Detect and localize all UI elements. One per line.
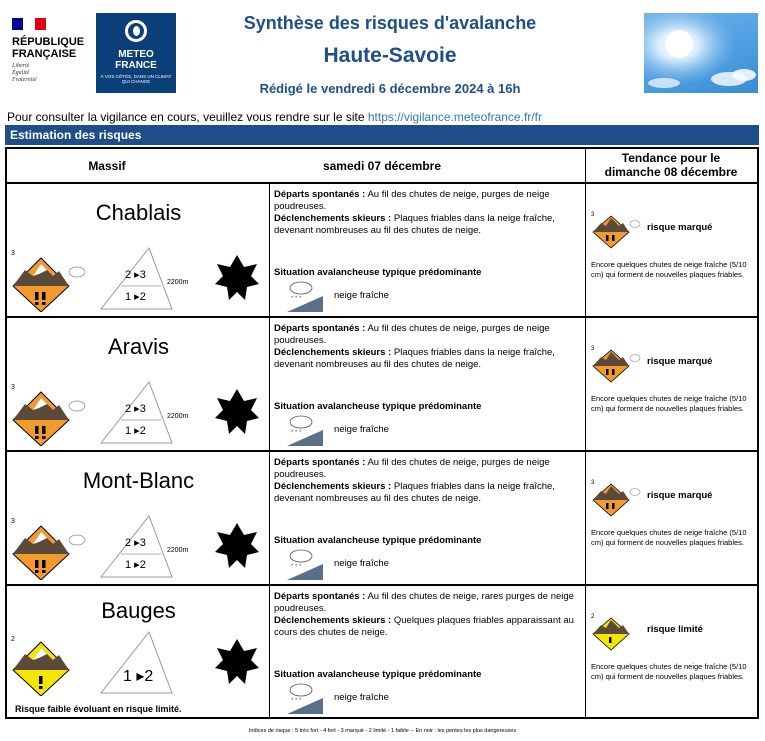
republic-motto: Liberté Égalité Fraternité bbox=[12, 63, 37, 83]
massif-row-bauges bbox=[7, 586, 757, 718]
risk-description: Départs spontanés : Au fil des chutes de neige, purges de neige poudreuses. Déclenchements skieurs : Plaques friables dans la neige fraîche, devenant nombreuses au fil des chutes de neige. bbox=[274, 323, 555, 370]
risk-description: Départs spontanés : Au fil des chutes de neige, purges de neige poudreuses. Déclenchements skieurs : Plaques friables dans la neige fraîche, devenant nombreuses au fil des chutes de neige. bbox=[274, 457, 555, 504]
risk-description: Départs spontanés : Au fil des chutes de neige, rares purges de neige poudreuses. Déclenchements skieurs : Quelques plaques friables apparaissant au cours des chutes de neige. bbox=[274, 591, 574, 638]
trend-comment: Encore quelques chutes de neige fraîche (5/10 cm) qui forment de nouvelles plaques friables. bbox=[591, 662, 747, 681]
svg-text:* * *: * * * bbox=[291, 296, 302, 302]
situation-title: Situation avalancheuse typique prédominante bbox=[274, 535, 482, 546]
risk-level-number: 3 bbox=[11, 384, 15, 391]
risk-note: Risque faible évoluant en risque limité. bbox=[15, 704, 182, 714]
situation-label: neige fraîche bbox=[334, 692, 389, 703]
edited-date: Rédigé le vendredi 6 décembre 2024 à 16h bbox=[259, 81, 521, 96]
consult-notice: Pour consulter la vigilance en cours, veuillez vous rendre sur le site https://vigilance.meteofrance.fr/fr bbox=[7, 110, 542, 124]
risk-high-altitude: 2 ▸3 bbox=[125, 269, 146, 281]
massif-row-mont-blanc bbox=[7, 452, 757, 584]
trend-level-number: 3 bbox=[591, 480, 595, 486]
svg-text:* * *: * * * bbox=[291, 564, 302, 570]
page-title: Synthèse des risques d'avalanche bbox=[243, 13, 537, 33]
massif-row-chablais bbox=[7, 184, 757, 316]
risk-single-evolution: 1 ▸2 bbox=[123, 668, 154, 685]
trend-comment: Encore quelques chutes de neige fraîche (5/10 cm) qui forment de nouvelles plaques friables. bbox=[591, 528, 747, 547]
trend-comment: Encore quelques chutes de neige fraîche (5/10 cm) qui forment de nouvelles plaques friables. bbox=[591, 260, 747, 279]
compass-rose-icon bbox=[213, 522, 261, 570]
risk-description: Départs spontanés : Au fil des chutes de neige, purges de neige poudreuses. Déclenchements skieurs : Plaques friables dans la neige fraîche, devenant nombreuses au fil des chutes de neige. bbox=[274, 189, 555, 236]
trend-comment: Encore quelques chutes de neige fraîche (5/10 cm) qui forment de nouvelles plaques friables. bbox=[591, 394, 747, 413]
risk-level-number: 2 bbox=[11, 636, 15, 643]
trend-level-number: 3 bbox=[591, 346, 595, 352]
trend-label: risque marqué bbox=[647, 356, 713, 367]
meteo-france-mark-icon bbox=[125, 20, 147, 42]
situation-title: Situation avalancheuse typique prédominante bbox=[274, 401, 482, 412]
region-title: Haute-Savoie bbox=[323, 44, 457, 67]
risk-high-altitude: 2 ▸3 bbox=[125, 403, 146, 415]
situation-label: neige fraîche bbox=[334, 290, 389, 301]
fresh-snow-icon bbox=[283, 682, 323, 714]
situation-title: Situation avalancheuse typique prédominante bbox=[274, 267, 482, 278]
risk-high-altitude: 2 ▸3 bbox=[125, 537, 146, 549]
marianne-flag-icon bbox=[12, 18, 46, 30]
situation-label: neige fraîche bbox=[334, 558, 389, 569]
trend-level-number: 2 bbox=[591, 614, 595, 620]
trend-risk-3-icon bbox=[591, 214, 641, 250]
altitude-label: 2200m bbox=[167, 279, 189, 286]
compass-rose-icon bbox=[213, 638, 261, 686]
trend-risk-3-icon bbox=[591, 348, 641, 384]
risk-low-altitude: 1 ▸2 bbox=[125, 559, 146, 571]
svg-text:* * *: * * * bbox=[291, 430, 302, 436]
trend-risk-3-icon bbox=[591, 482, 641, 518]
sky-photo-icon bbox=[644, 13, 758, 93]
risk-level-3-icon bbox=[11, 256, 87, 312]
risk-low-altitude: 1 ▸2 bbox=[125, 425, 146, 437]
svg-text:* * *: * * * bbox=[291, 698, 302, 704]
fresh-snow-icon bbox=[283, 280, 323, 312]
meteo-france-logo: METEO FRANCE À VOS CÔTÉS, DANS UN CLIMAT QUI CHANGE bbox=[96, 13, 176, 93]
risk-level-3-icon bbox=[11, 390, 87, 446]
situation-title: Situation avalancheuse typique prédominante bbox=[274, 669, 482, 680]
fresh-snow-icon bbox=[283, 548, 323, 580]
massif-name: Mont-Blanc bbox=[82, 468, 195, 493]
trend-label: risque limité bbox=[647, 624, 703, 635]
risk-level-3-icon bbox=[11, 524, 87, 580]
massif-name: Bauges bbox=[101, 598, 176, 623]
risk-index-legend: Indices de risque : 5 très fort - 4 fort - 3 marqué - 2 limité - 1 faible -- En noir : les pentes les plus dangereuses bbox=[248, 728, 517, 734]
altitude-label: 2200m bbox=[167, 547, 189, 554]
risk-table bbox=[5, 147, 759, 719]
risk-low-altitude: 1 ▸2 bbox=[125, 291, 146, 303]
col-header-trend: Tendance pour le dimanche 08 décembre bbox=[604, 151, 738, 179]
risk-level-number: 3 bbox=[11, 518, 15, 525]
col-header-day: samedi 07 décembre bbox=[322, 159, 442, 173]
trend-risk-2-icon bbox=[591, 616, 641, 652]
col-header-massif: Massif bbox=[88, 159, 126, 173]
section-header: Estimation des risques bbox=[5, 125, 759, 145]
trend-label: risque marqué bbox=[647, 222, 713, 233]
situation-label: neige fraîche bbox=[334, 424, 389, 435]
trend-label: risque marqué bbox=[647, 490, 713, 501]
compass-rose-icon bbox=[213, 388, 261, 436]
altitude-label: 2200m bbox=[167, 413, 189, 420]
massif-row-aravis bbox=[7, 318, 757, 450]
trend-level-number: 3 bbox=[591, 212, 595, 218]
vigilance-link[interactable]: https://vigilance.meteofrance.fr/fr bbox=[367, 110, 542, 124]
massif-name: Chablais bbox=[95, 200, 182, 225]
massif-name: Aravis bbox=[107, 334, 170, 359]
compass-rose-icon bbox=[213, 254, 261, 302]
risk-level-number: 3 bbox=[11, 250, 15, 257]
republic-logo-text: RÉPUBLIQUE FRANÇAISE bbox=[12, 36, 85, 60]
fresh-snow-icon bbox=[283, 414, 323, 446]
risk-level-2-icon bbox=[11, 640, 87, 696]
